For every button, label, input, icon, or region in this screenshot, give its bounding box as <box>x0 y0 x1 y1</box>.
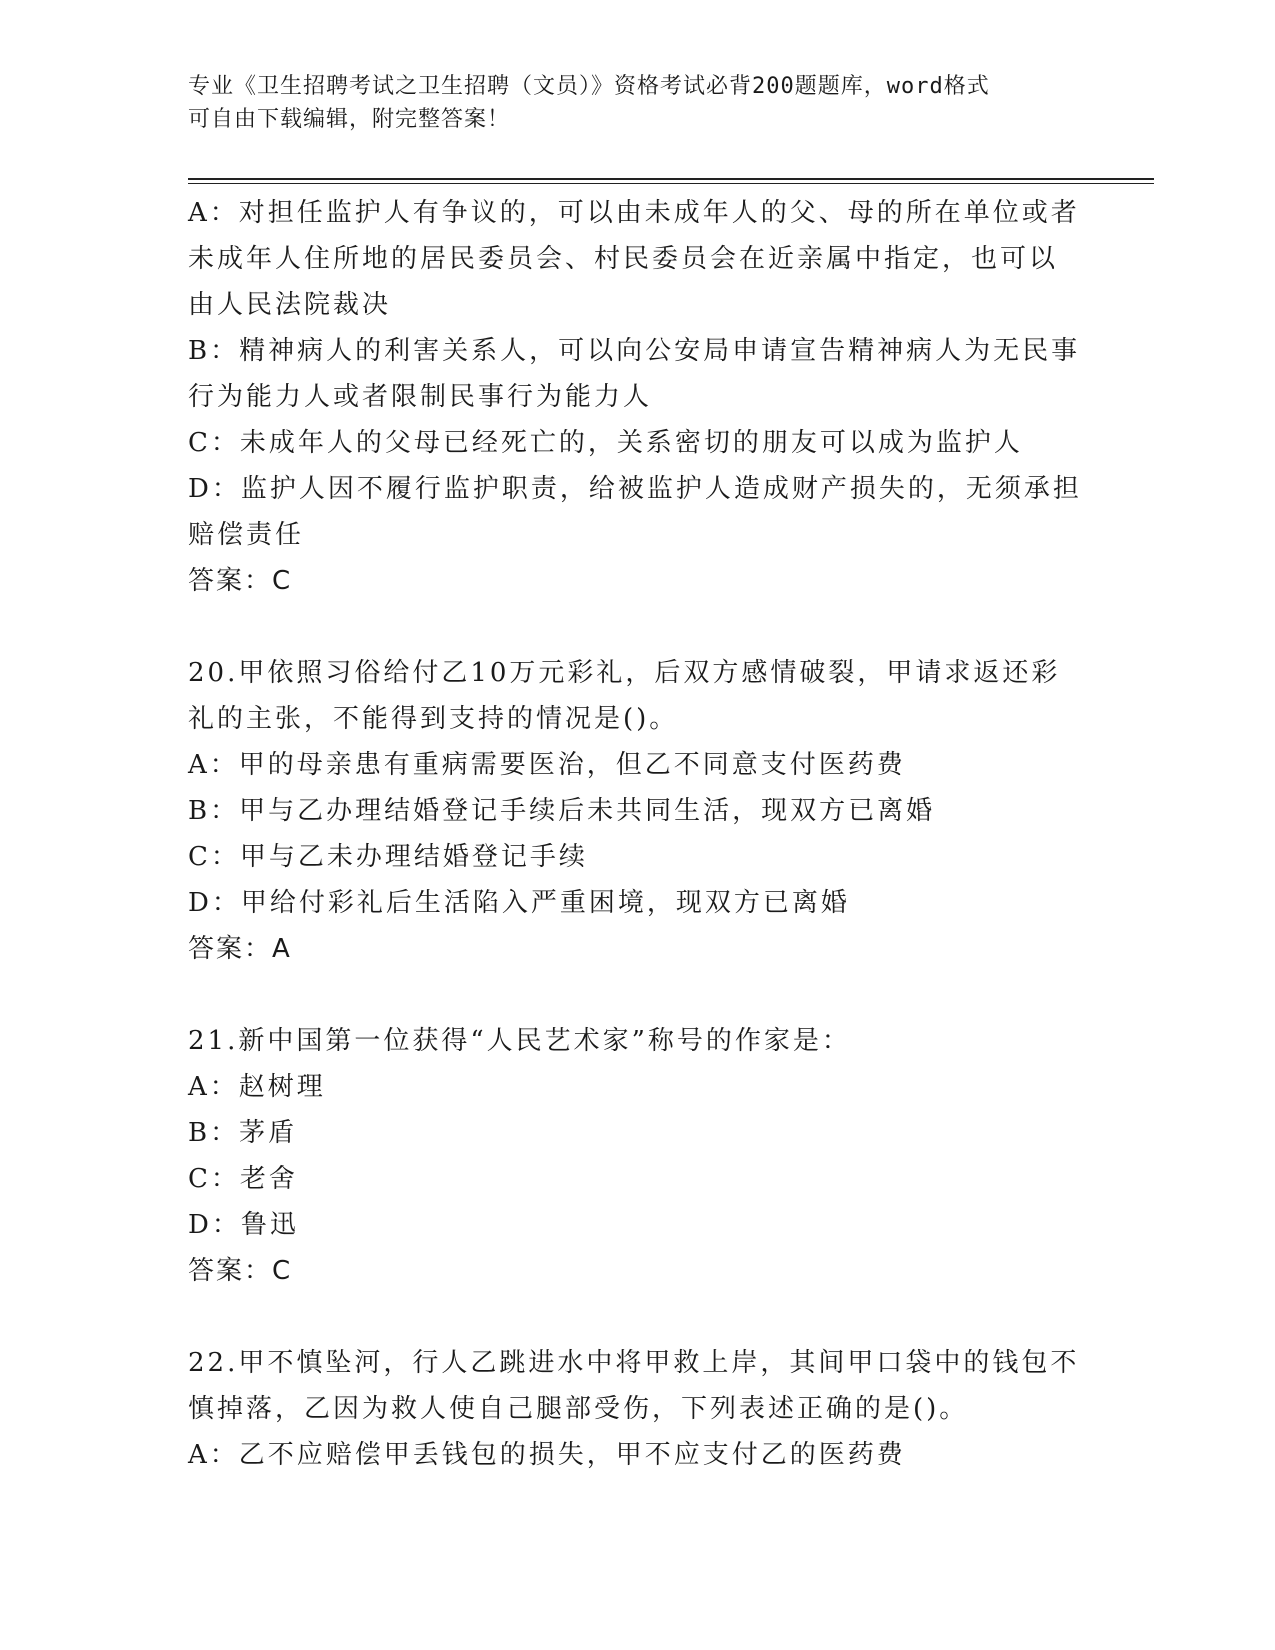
header-divider-thick <box>188 178 1154 180</box>
question-spacer <box>188 1294 1088 1340</box>
option-c: C：老舍 <box>188 1164 298 1194</box>
option-a-line-3: 由人民法院裁决 <box>188 290 392 320</box>
option-a-line-2: 未成年人住所地的居民委员会、村民委员会在近亲属中指定，也可以 <box>188 244 1059 274</box>
option-d-line-1: D：监护人因不履行监护职责，给被监护人造成财产损失的，无须承担 <box>188 474 1082 504</box>
question-spacer <box>188 604 1088 650</box>
option-c: C：未成年人的父母已经死亡的，关系密切的朋友可以成为监护人 <box>188 428 1023 458</box>
header-divider-thin <box>188 183 1154 184</box>
option-d: D：甲给付彩礼后生活陷入严重困境，现双方已离婚 <box>188 888 850 918</box>
option-d: D：鲁迅 <box>188 1210 299 1240</box>
question-list <box>188 190 1088 1478</box>
question-stem-line-2: 慎掉落，乙因为救人使自己腿部受伤，下列表述正确的是()。 <box>188 1394 969 1424</box>
question-20 <box>188 650 1088 972</box>
question-19 <box>188 190 1088 604</box>
question-spacer <box>188 972 1088 1018</box>
option-d-line-2: 赔偿责任 <box>188 520 305 550</box>
question-22 <box>188 1340 1088 1478</box>
header-line-2: 可自由下载编辑，附完整答案！ <box>188 107 511 132</box>
option-b: B：甲与乙办理结婚登记手续后未共同生活，现双方已离婚 <box>188 796 936 826</box>
question-stem-line-1: 22.甲不慎坠河，行人乙跳进水中将甲救上岸，其间甲口袋中的钱包不 <box>188 1348 1080 1378</box>
option-a: A：赵树理 <box>188 1072 326 1102</box>
option-b-line-1: B：精神病人的利害关系人，可以向公安局申请宣告精神病人为无民事 <box>188 336 1081 366</box>
question-stem: 21.新中国第一位获得“人民艺术家”称号的作家是： <box>188 1026 851 1056</box>
question-21 <box>188 1018 1088 1294</box>
option-b: B：茅盾 <box>188 1118 298 1148</box>
option-a-line-1: A：对担任监护人有争议的，可以由未成年人的父、母的所在单位或者 <box>188 198 1080 228</box>
document-header <box>188 70 1068 136</box>
header-line-1: 专业《卫生招聘考试之卫生招聘（文员）》资格考试必背200题题库，word格式 <box>188 74 990 99</box>
option-b-line-2: 行为能力人或者限制民事行为能力人 <box>188 382 653 412</box>
answer-label: 答案：A <box>188 934 292 964</box>
option-a: A：乙不应赔偿甲丢钱包的损失，甲不应支付乙的医药费 <box>188 1440 906 1470</box>
answer-label: 答案：C <box>188 566 293 596</box>
option-c: C：甲与乙未办理结婚登记手续 <box>188 842 588 872</box>
question-stem-line-1: 20.甲依照习俗给付乙10万元彩礼，后双方感情破裂，甲请求返还彩 <box>188 658 1061 688</box>
answer-label: 答案：C <box>188 1256 293 1286</box>
question-stem-line-2: 礼的主张，不能得到支持的情况是()。 <box>188 704 679 734</box>
option-a: A：甲的母亲患有重病需要医治，但乙不同意支付医药费 <box>188 750 906 780</box>
